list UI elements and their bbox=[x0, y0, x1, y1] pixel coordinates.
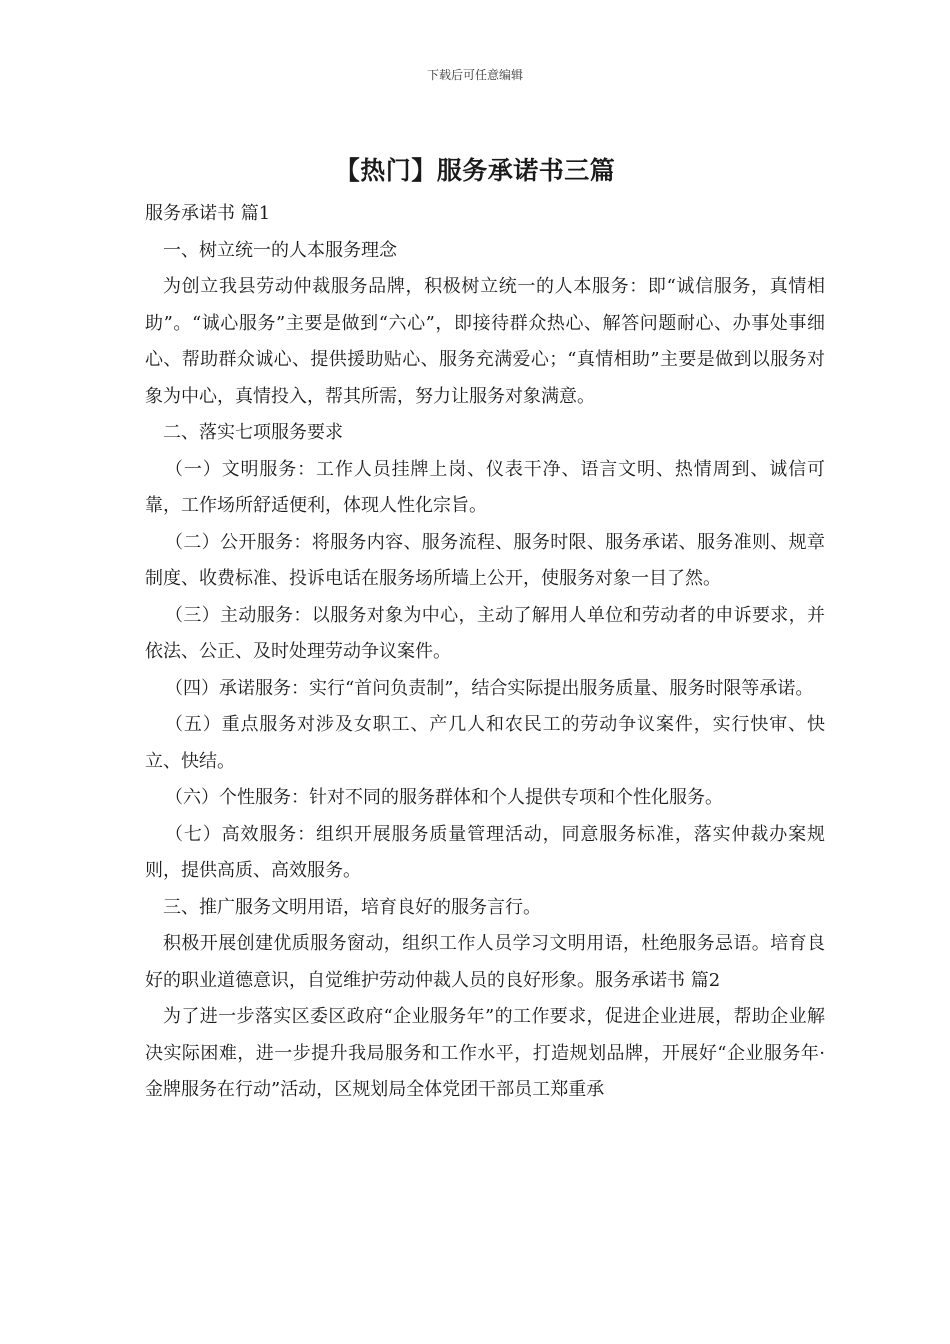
subheading-one: 一、树立统一的人本服务理念 bbox=[163, 239, 397, 261]
paragraph-item-6: （六）个性服务：针对不同的服务群体和个人提供专项和个性化服务。 bbox=[165, 787, 723, 808]
subheading-three: 三、推广服务文明用语，培育良好的服务言行。 bbox=[163, 896, 541, 918]
paragraph-item-7: （七）高效服务：组织开展服务质量管理活动，同意服务标准，落实仲裁办案规则，提供高质、高效服务。 bbox=[145, 823, 825, 881]
page-header-note: 下载后可任意编辑 bbox=[426, 68, 523, 82]
subheading-two: 二、落实七项服务要求 bbox=[163, 422, 343, 443]
paragraph-part2-intro: 为了进一步落实区委区政府“企业服务年”的工作要求，促进企业进展，帮助企业解决实际困难，进一步提升我局服务和工作水平，打造规划品牌，开展好“企业服务年·金牌服务在行动”活动，区规划局全体党团干部员工郑重承 bbox=[145, 1006, 825, 1100]
document-body bbox=[145, 196, 825, 1109]
section-heading-part1: 服务承诺书 篇1 bbox=[145, 203, 271, 224]
paragraph-item-4: （四）承诺服务：实行“首问负责制”，结合实际提出服务质量、服务时限等承诺。 bbox=[165, 677, 814, 699]
paragraph-item-2: （二）公开服务：将服务内容、服务流程、服务时限、服务承诺、服务准则、规章制度、收费标准、投诉电话在服务场所墙上公开，使服务对象一目了然。 bbox=[145, 531, 825, 589]
paragraph-item-1: （一）文明服务：工作人员挂牌上岗、仪表干净、语言文明、热情周到、诚信可靠，工作场所舒适便利，体现人性化宗旨。 bbox=[145, 458, 825, 516]
paragraph-civilized-language: 积极开展创建优质服务窗动，组织工作人员学习文明用语，杜绝服务忌语。培育良好的职业道德意识，自觉维护劳动仲裁人员的良好形象。服务承诺书 篇2 bbox=[145, 933, 825, 991]
paragraph-item-5: （五）重点服务对涉及女职工、产几人和农民工的劳动争议案件，实行快审、快立、快结。 bbox=[145, 714, 825, 772]
paragraph-service-concept: 为创立我县劳动仲裁服务品牌，积极树立统一的人本服务：即“诚信服务，真情相助”。“诚心服务”主要是做到“六心”，即接待群众热心、解答问题耐心、办事处事细心、帮助群众诚心、提供援助贴心、服务充满爱心；“真情相助”主要是做到以服务对象为中心，真情投入，帮其所需，努力让服务对象满意。 bbox=[145, 276, 825, 407]
paragraph-item-3: （三）主动服务：以服务对象为中心，主动了解用人单位和劳动者的申诉要求，并依法、公正、及时处理劳动争议案件。 bbox=[145, 604, 825, 662]
document-title: 【热门】服务承诺书三篇 bbox=[334, 156, 616, 185]
